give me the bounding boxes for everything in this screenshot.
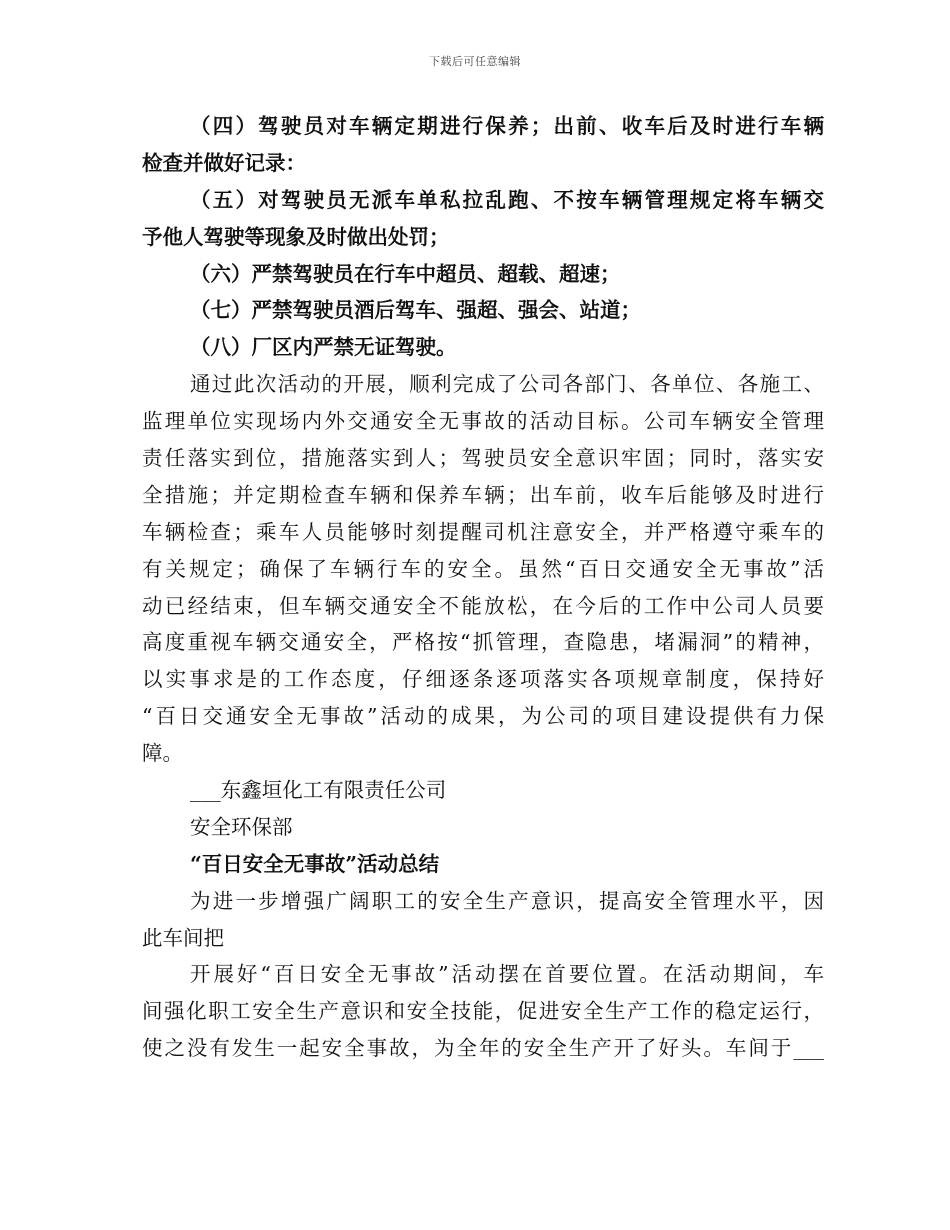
text-line: 高度重视车辆交通安全，严格按“抓管理，查隐患，堵漏洞”的精神， (142, 630, 824, 655)
text-line: 障。 (142, 741, 183, 766)
section-title: “百日安全无事故”活动总结 (190, 851, 440, 876)
text-line: （七）严禁驾驶员酒后驾车、强超、强会、站道； (190, 298, 641, 323)
text-line: 予他人驾驶等现象及时做出处罚； (142, 224, 450, 249)
text-line: 全措施；并定期检查车辆和保养车辆；出车前，收车后能够及时进行 (142, 482, 824, 507)
text-line: 此车间把 (142, 925, 224, 950)
text-line: （四）驾驶员对车辆定期进行保养；出前、收车后及时进行车辆 (190, 114, 824, 138)
text-line: 通过此次活动的开展，顺利完成了公司各部门、各单位、各施工、 (190, 372, 824, 397)
text-line: 监理单位实现场内外交通安全无事故的活动目标。公司车辆安全管理 (142, 409, 824, 434)
text-line: 以实事求是的工作态度，仔细逐条逐项落实各项规章制度，保持好 (142, 667, 824, 692)
company-signature-line: ___东鑫垣化工有限责任公司 (190, 778, 447, 803)
text-line: 检查并做好记录： (142, 150, 306, 175)
page-header-note: 下载后可任意编辑 (429, 55, 521, 68)
text-line: 责任落实到位，措施落实到人；驾驶员安全意识牢固；同时，落实安 (142, 446, 824, 471)
text-line: 开展好“百日安全无事故”活动摆在首要位置。在活动期间，车 (190, 962, 824, 987)
text-line: “百日交通安全无事故”活动的成果，为公司的项目建设提供有力保 (142, 704, 824, 729)
text-line: 使之没有发生一起安全事故，为全年的安全生产开了好头。车间于___ (142, 1036, 824, 1061)
text-line: 为进一步增强广阔职工的安全生产意识，提高安全管理水平，因 (190, 888, 824, 913)
department-signature-line: 安全环保部 (190, 814, 293, 839)
document-body (142, 108, 824, 1067)
text-line: （八）厂区内严禁无证驾驶。 (190, 335, 457, 360)
text-line: 间强化职工安全生产意识和安全技能，促进安全生产工作的稳定运行， (142, 999, 824, 1024)
text-line: （五）对驾驶员无派车单私拉乱跑、不按车辆管理规定将车辆交 (190, 187, 824, 212)
text-line: 车辆检查；乘车人员能够时刻提醒司机注意安全，并严格遵守乘车的 (142, 519, 824, 544)
text-line: 有关规定；确保了车辆行车的安全。虽然“百日交通安全无事故”活 (142, 556, 824, 581)
text-line: 动已经结束，但车辆交通安全不能放松，在今后的工作中公司人员要 (142, 593, 824, 618)
text-line: （六）严禁驾驶员在行车中超员、超载、超速； (190, 261, 621, 286)
